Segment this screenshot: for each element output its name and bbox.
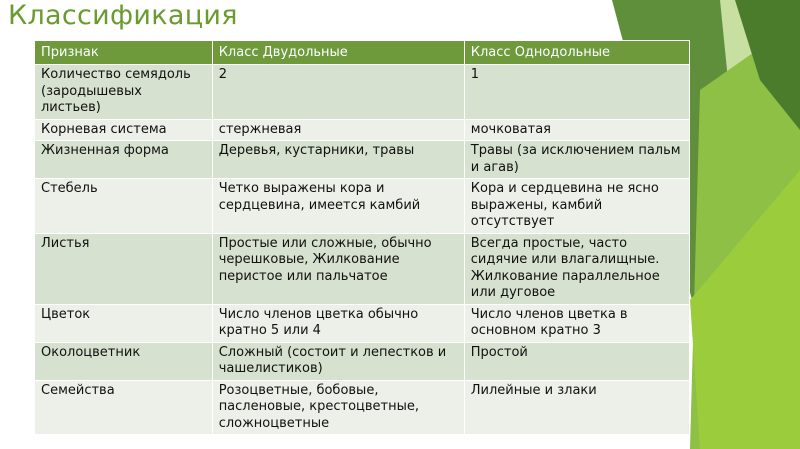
cell-monocot: мочковатая bbox=[464, 119, 689, 141]
cell-monocot: Всегда простые, часто сидячие или влагалищные. Жилкование параллельное или дуговое bbox=[464, 233, 689, 304]
header-monocot: Класс Однодольные bbox=[464, 41, 689, 65]
table-row bbox=[35, 141, 690, 179]
cell-monocot: Кора и сердцевина не ясно выражены, камбий отсутствует bbox=[464, 179, 689, 234]
page-title: Классификация bbox=[8, 0, 238, 31]
cell-monocot: Лилейные и злаки bbox=[464, 380, 689, 435]
cell-dicot: Деревья, кустарники, травы bbox=[212, 141, 464, 179]
cell-dicot: 2 bbox=[212, 65, 464, 120]
cell-monocot: Травы (за исключением пальм и агав) bbox=[464, 141, 689, 179]
cell-dicot: Число членов цветка обычно кратно 5 или 4 bbox=[212, 304, 464, 342]
table-row bbox=[35, 233, 690, 304]
cell-dicot: Четко выражены кора и сердцевина, имеется камбий bbox=[212, 179, 464, 234]
cell-feature: Листья bbox=[35, 233, 213, 304]
table-row bbox=[35, 119, 690, 141]
cell-monocot: 1 bbox=[464, 65, 689, 120]
cell-feature: Цветок bbox=[35, 304, 213, 342]
table-header-row bbox=[35, 41, 690, 65]
header-feature: Признак bbox=[35, 41, 213, 65]
table-row bbox=[35, 65, 690, 120]
table-row bbox=[35, 304, 690, 342]
table-row bbox=[35, 179, 690, 234]
cell-monocot: Число членов цветка в основном кратно 3 bbox=[464, 304, 689, 342]
cell-dicot: Сложный (состоит и лепестков и чашелистиков) bbox=[212, 342, 464, 380]
cell-feature: Стебель bbox=[35, 179, 213, 234]
cell-feature: Семейства bbox=[35, 380, 213, 435]
classification-table bbox=[34, 40, 690, 435]
table-row bbox=[35, 380, 690, 435]
cell-dicot: Розоцветные, бобовые, пасленовые, крестоцветные, сложноцветные bbox=[212, 380, 464, 435]
cell-monocot: Простой bbox=[464, 342, 689, 380]
cell-feature: Жизненная форма bbox=[35, 141, 213, 179]
cell-dicot: стержневая bbox=[212, 119, 464, 141]
cell-feature: Количество семядоль (зародышевых листьев) bbox=[35, 65, 213, 120]
cell-feature: Околоцветник bbox=[35, 342, 213, 380]
header-dicot: Класс Двудольные bbox=[212, 41, 464, 65]
cell-dicot: Простые или сложные, обычно черешковые, Жилкование перистое или пальчатое bbox=[212, 233, 464, 304]
cell-feature: Корневая система bbox=[35, 119, 213, 141]
table-row bbox=[35, 342, 690, 380]
